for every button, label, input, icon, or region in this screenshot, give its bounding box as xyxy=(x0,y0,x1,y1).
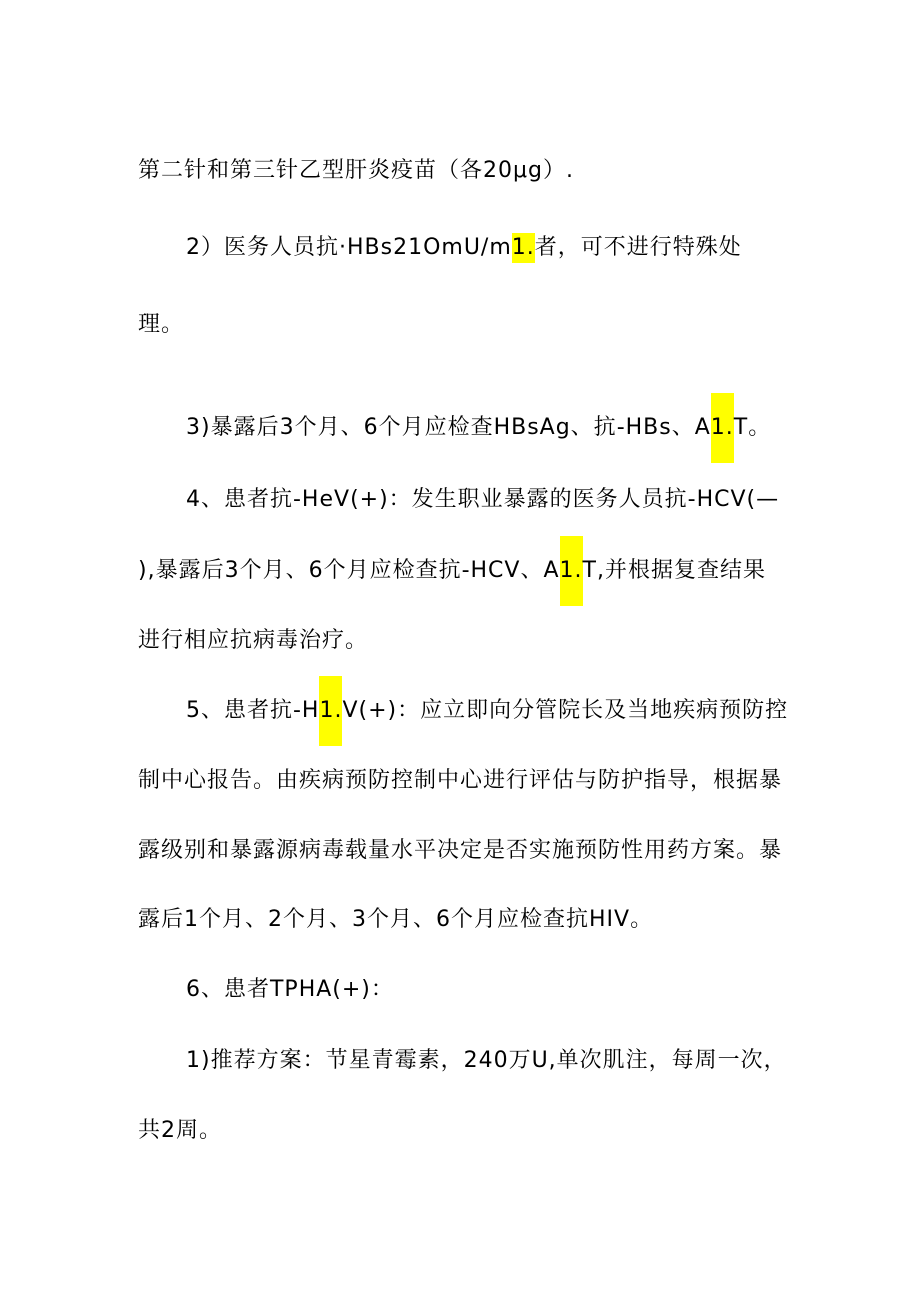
line-text: 3)暴露后3个月、6个月应检查HBsAg、抗-HBs、A xyxy=(186,415,711,440)
highlight-mark: 1. xyxy=(512,233,535,263)
line-text: 第二针和第三针乙型肝炎疫苗（各20μg）. xyxy=(138,158,574,183)
text-line-14 xyxy=(138,1116,222,1146)
highlight-mark: 1. xyxy=(319,676,342,746)
line-text: 2）医务人员抗·HBs21OmU/m xyxy=(186,235,512,260)
text-line-7 xyxy=(138,626,368,656)
line-text: 露级别和暴露源病毒载量水平决定是否实施预防性用药方案。暴 xyxy=(138,838,783,863)
highlight-mark: 1. xyxy=(560,536,583,606)
text-line-2 xyxy=(186,233,742,263)
text-line-12 xyxy=(186,975,394,1005)
text-line-1 xyxy=(138,156,574,186)
line-text: 露后1个月、2个月、3个月、6个月应检查抗HIV。 xyxy=(138,907,654,932)
line-text: 5、患者抗-H xyxy=(186,698,320,723)
line-text: T。 xyxy=(733,415,772,440)
text-line-6 xyxy=(138,556,766,586)
text-line-10 xyxy=(138,836,782,866)
line-text: 理。 xyxy=(138,312,185,337)
line-text: 制中心报告。由疾病预防控制中心进行评估与防护指导，根据暴 xyxy=(138,768,783,793)
text-line-8 xyxy=(186,696,788,726)
text-line-3 xyxy=(138,310,184,340)
text-line-4 xyxy=(186,413,771,443)
line-text: V(+)：应立即向分管院长及当地疾病预防控 xyxy=(342,698,789,723)
line-text: T,并根据复查结果 xyxy=(582,558,766,583)
line-text: ),暴露后3个月、6个月应检查抗-HCV、A xyxy=(138,558,560,583)
line-text: 共2周。 xyxy=(138,1118,222,1143)
line-text: 者，可不进行特殊处 xyxy=(534,235,742,260)
highlight-mark: 1. xyxy=(711,393,734,463)
line-text: 1)推荐方案：节星青霉素，240万U,单次肌注，每周一次， xyxy=(186,1048,787,1073)
line-text: 4、患者抗-HeV(+)：发生职业暴露的医务人员抗-HCV(— xyxy=(186,487,780,512)
text-line-5 xyxy=(186,485,779,515)
text-line-9 xyxy=(138,766,782,796)
line-text: 进行相应抗病毒治疗。 xyxy=(138,628,369,653)
text-line-11 xyxy=(138,905,653,935)
line-text: 6、患者TPHA(+)： xyxy=(186,977,394,1002)
text-line-13 xyxy=(186,1046,787,1076)
